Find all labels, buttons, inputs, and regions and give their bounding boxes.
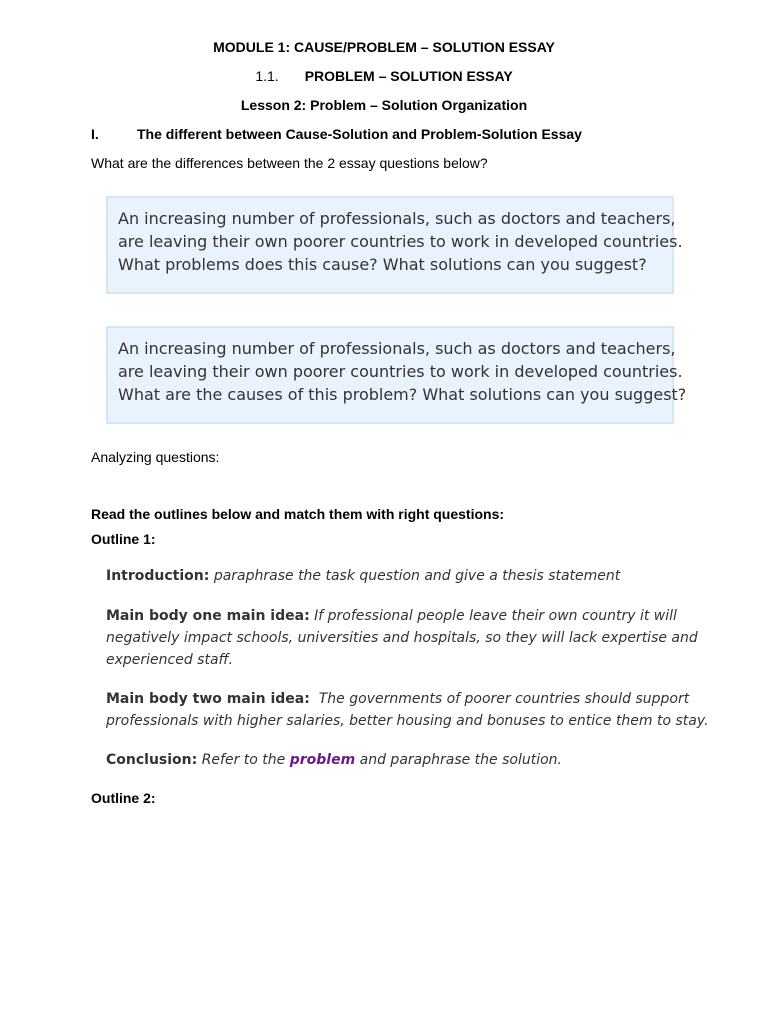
module-title: MODULE 1: CAUSE/PROBLEM – SOLUTION ESSAY xyxy=(213,39,555,55)
analyzing-label: Analyzing questions: xyxy=(91,449,220,465)
sub-title: PROBLEM – SOLUTION ESSAY xyxy=(304,68,513,84)
outline1-panel xyxy=(92,557,709,787)
sub-title-row xyxy=(0,68,768,84)
conclusion-post: and paraphrase the solution. xyxy=(359,752,562,768)
body1-label: Main body one main idea: xyxy=(106,608,310,624)
conclusion-highlight: problem xyxy=(289,752,356,768)
essay-question-box-1 xyxy=(106,196,683,294)
lesson-title: Lesson 2: Problem – Solution Organization xyxy=(240,97,528,113)
intro-label: Introduction: xyxy=(106,568,210,584)
conclusion-label: Conclusion: xyxy=(106,752,198,768)
essay-line: What problems does this cause? What solutions can you suggest? xyxy=(118,255,647,274)
essay-line: An increasing number of professionals, such as doctors and teachers, xyxy=(118,209,676,228)
essay-line: An increasing number of professionals, such as doctors and teachers, xyxy=(118,339,676,358)
sub-number: 1.1. xyxy=(255,68,279,84)
outline-body1-line3: experienced staff. xyxy=(106,652,234,668)
body2-text: The governments of poorer countries should support xyxy=(318,691,690,707)
section-heading xyxy=(91,126,582,142)
outline-body1-line1 xyxy=(106,608,677,624)
section-number: I. xyxy=(91,126,99,142)
section-title: The different between Cause-Solution and Problem-Solution Essay xyxy=(137,126,582,142)
essay-question-box-2 xyxy=(106,326,687,424)
body2-label: Main body two main idea: xyxy=(106,691,310,707)
outline1-heading: Outline 1: xyxy=(91,531,156,547)
outline2-heading: Outline 2: xyxy=(91,790,156,806)
outline-intro xyxy=(106,568,620,584)
question-intro: What are the differences between the 2 essay questions below? xyxy=(91,155,488,171)
body1-text: If professional people leave their own country it will xyxy=(314,608,677,624)
outline-body2-line2: professionals with higher salaries, better housing and bonuses to entice them to stay. xyxy=(106,713,709,729)
outline-body1-line2: negatively impact schools, universities and hospitals, so they will lack expertise and xyxy=(106,630,698,646)
essay-line: are leaving their own poorer countries to work in developed countries. xyxy=(118,362,683,381)
outline-conclusion xyxy=(106,752,562,768)
conclusion-pre: Refer to the xyxy=(201,752,286,768)
instruction-text: Read the outlines below and match them with right questions: xyxy=(91,506,505,522)
essay-line: What are the causes of this problem? What solutions can you suggest? xyxy=(118,385,687,404)
outline-body2-line1 xyxy=(106,691,689,707)
essay-line: are leaving their own poorer countries to work in developed countries. xyxy=(118,232,683,251)
intro-text: paraphrase the task question and give a thesis statement xyxy=(213,568,621,584)
